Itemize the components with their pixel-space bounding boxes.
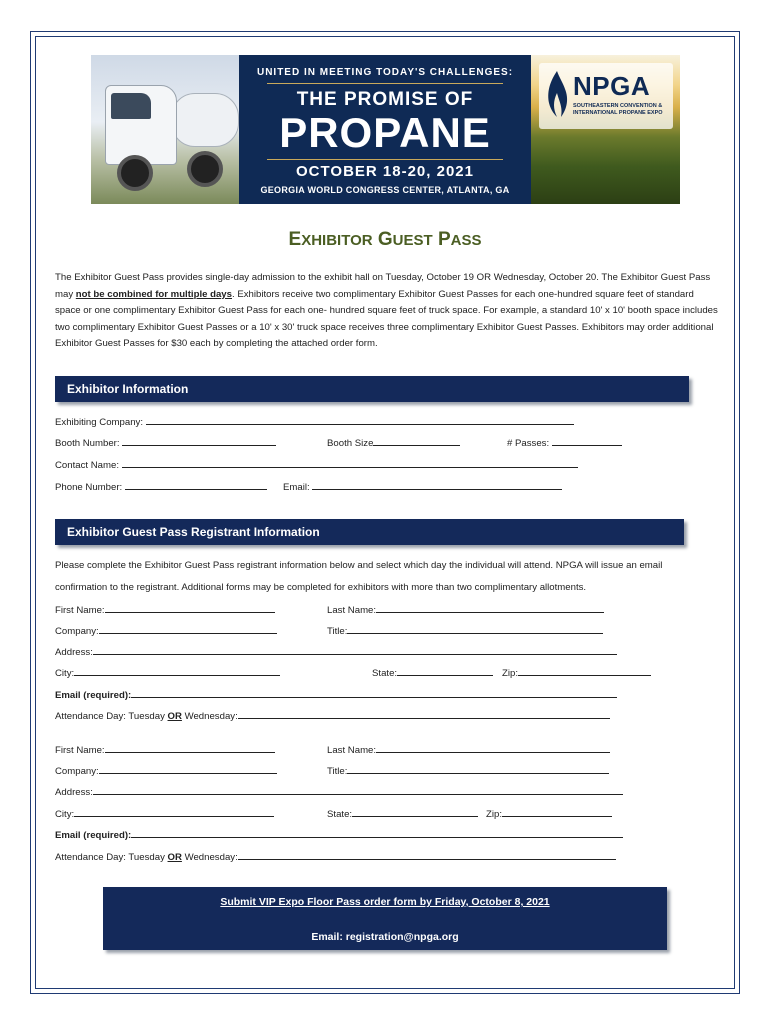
booth-number-field[interactable] (122, 436, 276, 446)
truck-tank-shape (171, 93, 239, 147)
exhibiting-company-label: Exhibiting Company: (55, 417, 143, 428)
booth-number-label: Booth Number: (55, 438, 120, 449)
attendance-prefix: Attendance Day: Tuesday (55, 711, 168, 722)
exhibitor-email-label: Email: (283, 482, 310, 493)
banner-venue: GEORGIA WORLD CONGRESS CENTER, ATLANTA, GA (260, 185, 510, 195)
submit-info-box (103, 887, 667, 950)
booth-size-label: Booth Size (327, 438, 374, 449)
registrant-2-company-row (55, 764, 277, 777)
truck-wheel-rear (187, 151, 223, 187)
attendance-suffix: Wednesday: (181, 852, 238, 863)
attendance-or: OR (167, 711, 182, 722)
flame-icon (545, 71, 569, 117)
registrant-2-first-name-field[interactable] (105, 743, 275, 753)
last-name-label: Last Name: (327, 605, 377, 616)
registrant-2-title-row (327, 764, 609, 777)
registrant-1-state-row (372, 666, 493, 679)
registrant-2-last-name-field[interactable] (376, 743, 610, 753)
title-rest-2: UEST (392, 232, 433, 249)
page-title (0, 229, 770, 251)
booth-size-row (327, 436, 460, 449)
registrant-2-email-row (55, 828, 623, 841)
banner-headline-small: THE PROMISE OF (296, 89, 474, 110)
npga-logo-text: NPGA (573, 71, 651, 101)
state-label: State: (372, 668, 398, 679)
intro-emphasis: not be combined for multiple days (75, 288, 232, 300)
title-cap-3: P (437, 229, 451, 250)
exhibitor-info-heading: Exhibitor Information (67, 382, 189, 396)
city-label: City: (55, 668, 75, 679)
company-label: Company: (55, 766, 99, 777)
registrant-1-state-field[interactable] (397, 666, 493, 676)
banner-tagline: UNITED IN MEETING TODAY'S CHALLENGES: (256, 67, 514, 78)
registrant-2-last-name-row (327, 743, 610, 756)
npga-logo (543, 67, 675, 129)
title-label: Title: (327, 626, 348, 637)
registrant-2-address-field[interactable] (93, 785, 623, 795)
registrant-2-city-field[interactable] (74, 807, 274, 817)
event-banner (91, 55, 680, 204)
phone-number-field[interactable] (125, 480, 267, 490)
first-name-label: First Name: (55, 745, 105, 756)
truck-wheel-front (117, 155, 153, 191)
banner-divider-bottom (267, 159, 503, 160)
registrant-1-city-row (55, 666, 280, 679)
first-name-label: First Name: (55, 605, 105, 616)
registrant-1-email-row (55, 688, 617, 701)
registrant-note-line-2: confirmation to the registrant. Additional forms may be completed for exhibitors with more than two complimentary allotments. (55, 582, 587, 593)
registrant-2-state-row (327, 807, 478, 820)
attendance-or: OR (167, 852, 182, 863)
submit-email[interactable]: Email: registration@npga.org (311, 931, 459, 943)
registrant-2-zip-row (486, 807, 612, 820)
intro-part-1: The Exhibitor Guest Pass provides single-day admission to the exhibit hall on Tuesday, October 19 OR Wednesday, October 20. The Exhibitor Guest Pass may (55, 272, 711, 300)
registrant-1-address-field[interactable] (93, 645, 617, 655)
registrant-2-address-row (55, 785, 623, 798)
registrant-1-zip-field[interactable] (518, 666, 651, 676)
city-label: City: (55, 809, 75, 820)
registrant-2-first-name-row (55, 743, 275, 756)
registrant-1-first-name-field[interactable] (105, 603, 275, 613)
exhibiting-company-row (55, 415, 574, 428)
banner-headline-big: PROPANE (279, 109, 491, 156)
contact-name-label: Contact Name: (55, 460, 119, 471)
registrant-2-attendance-row (55, 850, 616, 863)
registrant-2-company-field[interactable] (99, 764, 277, 774)
registrant-1-address-row (55, 645, 617, 658)
registrant-1-title-field[interactable] (347, 624, 603, 634)
registrant-1-email-field[interactable] (131, 688, 617, 698)
registrant-2-attendance-field[interactable] (238, 850, 616, 860)
registrant-1-company-row (55, 624, 277, 637)
submit-deadline: Submit VIP Expo Floor Pass order form by Friday, October 8, 2021 (220, 896, 550, 908)
registrant-1-first-name-row (55, 603, 275, 616)
registrant-1-attendance-field[interactable] (238, 709, 610, 719)
banner-divider-top (267, 83, 503, 84)
intro-part-2: . Exhibitors receive two complimentary Exhibitor Guest Passes for each one-hundred square feet of standard space or one complimentary Exhibitor Guest Pass for each one- hundred square feet of truck space. For example, a standard 10' x 10' booth space includes two complimentary Exhibitor Guest Passes or a 10' x 30' truck space receives three complimentary Exhibitor Guest Passes. Exhibitors may order additional Exhibitor Guest Passes for $30 each by completing the attached order form. (55, 288, 718, 350)
registrant-info-heading: Exhibitor Guest Pass Registrant Information (67, 525, 320, 539)
npga-logo-subtext: SOUTHEASTERN CONVENTION & INTERNATIONAL PROPANE EXPO (573, 103, 663, 116)
exhibitor-email-row (283, 480, 562, 493)
exhibitor-info-header (55, 376, 689, 402)
registrant-1-city-field[interactable] (74, 666, 280, 676)
email-required-label: Email (required): (55, 830, 132, 841)
title-cap-1: E (288, 229, 302, 250)
truck-window-shape (111, 93, 151, 119)
registrant-1-zip-row (502, 666, 651, 679)
company-label: Company: (55, 626, 99, 637)
attendance-prefix: Attendance Day: Tuesday (55, 852, 168, 863)
registrant-1-title-row (327, 624, 603, 637)
passes-row (507, 436, 622, 449)
registrant-2-state-field[interactable] (352, 807, 478, 817)
contact-name-row (55, 458, 578, 471)
address-label: Address: (55, 787, 93, 798)
banner-dates: OCTOBER 18-20, 2021 (296, 163, 474, 180)
banner-text-block (239, 55, 531, 204)
title-rest-1: XHIBITOR (301, 232, 373, 249)
registrant-2-zip-field[interactable] (502, 807, 612, 817)
address-label: Address: (55, 647, 93, 658)
contact-name-field[interactable] (122, 458, 578, 468)
registrant-1-last-name-row (327, 603, 604, 616)
registrant-1-attendance-row (55, 709, 610, 722)
email-required-label: Email (required): (55, 690, 132, 701)
registrant-1-company-field[interactable] (99, 624, 277, 634)
booth-number-row (55, 436, 276, 449)
registrant-note-line-1: Please complete the Exhibitor Guest Pass registrant information below and select which day the individual will attend. NPGA will issue an email (55, 560, 663, 571)
attendance-suffix: Wednesday: (181, 711, 238, 722)
propane-truck-image (91, 55, 239, 204)
phone-number-label: Phone Number: (55, 482, 123, 493)
last-name-label: Last Name: (327, 745, 377, 756)
zip-label: Zip: (486, 809, 502, 820)
phone-number-row (55, 480, 267, 493)
registrant-2-title-field[interactable] (347, 764, 609, 774)
intro-paragraph (55, 270, 720, 353)
exhibitor-email-field[interactable] (312, 480, 562, 490)
title-rest-3: ASS (450, 232, 482, 249)
title-label: Title: (327, 766, 348, 777)
passes-field[interactable] (552, 436, 622, 446)
registrant-2-email-field[interactable] (131, 828, 623, 838)
title-cap-2: G (377, 229, 393, 250)
registrant-info-header (55, 519, 684, 545)
passes-label: # Passes: (507, 438, 550, 449)
booth-size-field[interactable] (373, 436, 460, 446)
exhibiting-company-field[interactable] (146, 415, 574, 425)
state-label: State: (327, 809, 353, 820)
registrant-2-city-row (55, 807, 274, 820)
registrant-1-last-name-field[interactable] (376, 603, 604, 613)
zip-label: Zip: (502, 668, 518, 679)
